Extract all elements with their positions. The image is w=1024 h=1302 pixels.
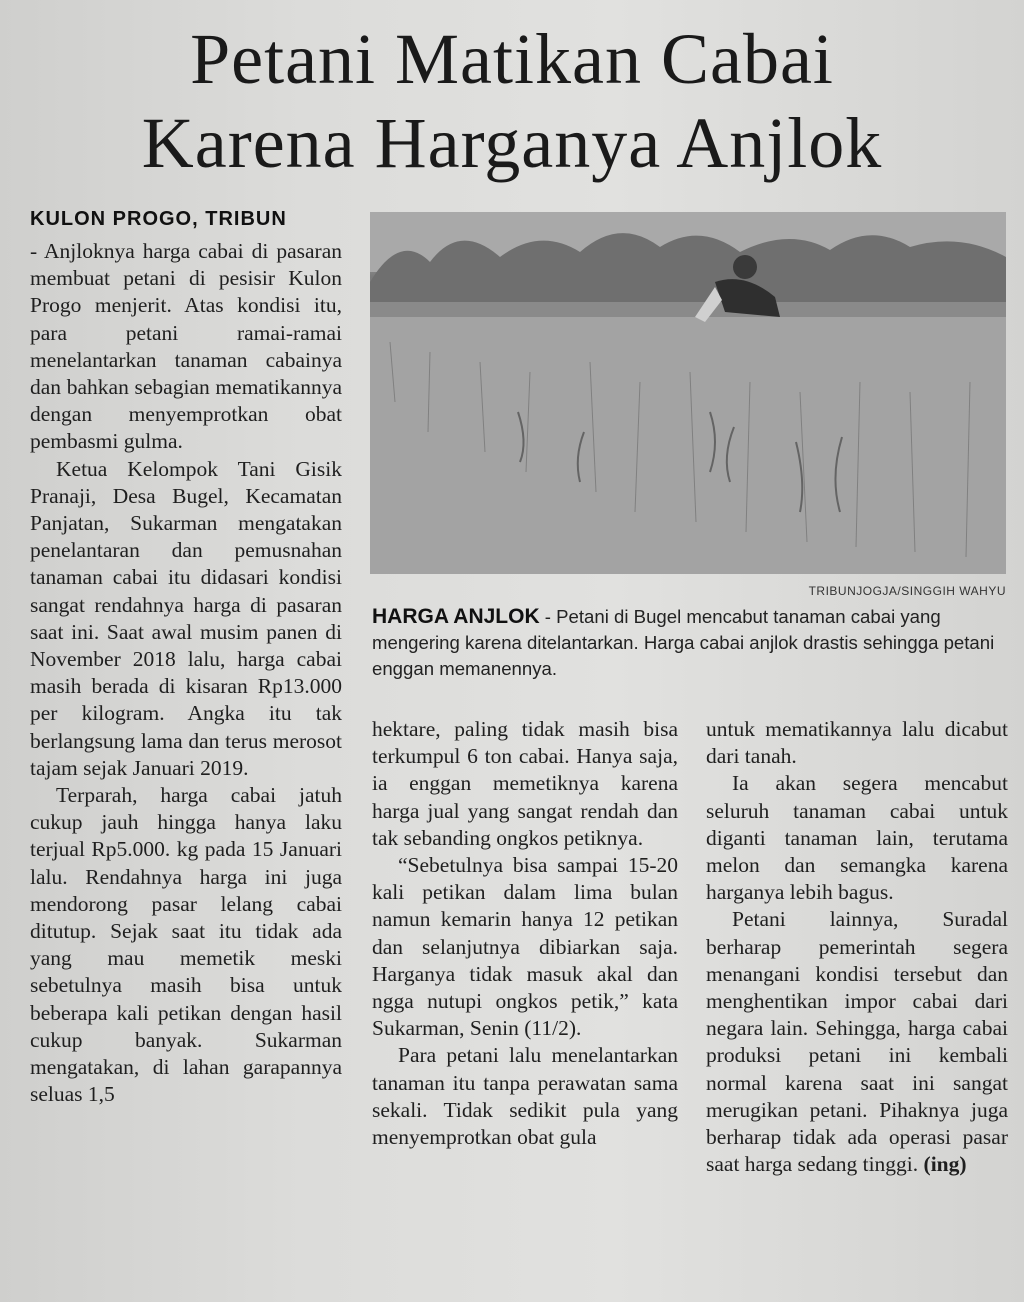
author-initials: (ing) [923, 1152, 967, 1177]
paragraph: hektare, paling tidak masih bisa terkumpul 6 ton cabai. Hanya saja, ia enggan memetiknya karena harga jual yang sangat rendah dan tak sebanding ongkos petiknya. [372, 717, 678, 850]
paragraph: - Anjloknya harga cabai di pasaran membuat petani di pesisir Kulon Progo menjerit. Atas kondisi itu, para petani ramai-ramai menelantarkan tanaman cabainya dan bahkan sebagian mematikannya dengan menyemprotkan obat pembasmi gulma. [30, 239, 342, 454]
paragraph: untuk mematikannya lalu dicabut dari tanah. [706, 717, 1008, 769]
paragraph: “Sebetulnya bisa sampai 15-20 kali petikan dalam lima bulan namun kemarin hanya 12 petikan dan selanjutnya dibiarkan saja. Harganya tidak masuk akal dan ngga nutupi ongkos petik,” kata Sukarman, Senin (11/2). [372, 853, 678, 1041]
paragraph: Ketua Kelompok Tani Gisik Pranaji, Desa Bugel, Kecamatan Panjatan, Sukarman mengatakan penelantaran dan pemusnahan tanaman cabai itu didasari kondisi sangat rendahnya harga di pasaran saat ini. Saat awal musim panen di November 2018 lalu, harga cabai masih berada di kisaran Rp13.000 per kilogram. Angka itu tak berlangsung lama dan terus merosot tajam sejak Januari 2019. [30, 456, 342, 780]
news-photo [370, 212, 1006, 574]
article-column-2 [372, 716, 678, 1151]
dateline: KULON PROGO, TRIBUN [30, 208, 287, 230]
headline-line-2: Karena Harganya Anjlok [141, 103, 883, 183]
caption-tag: HARGA ANJLOK [372, 605, 540, 628]
photo-credit: TRIBUNJOGJA/SINGGIH WAHYU [808, 584, 1006, 598]
article-column-3 [706, 716, 1008, 1178]
paragraph: Ia akan segera mencabut seluruh tanaman cabai untuk diganti tanaman lain, terutama melon dan semangka karena harganya lebih bagus. [706, 771, 1008, 905]
caption-text: - Petani di Bugel mencabut tanaman cabai yang mengering karena ditelantarkan. Harga cabai anjlok drastis sehingga petani enggan memanennya. [372, 606, 995, 679]
paragraph-text: Petani lainnya, Suradal berharap pemerintah segera menangani kondisi tersebut dan menghentikan impor cabai dari negara lain. Sehingga, harga cabai produksi petani ini kembali normal karena saat ini sangat merugikan petani. Pihaknya juga berharap tidak ada operasi pasar saat harga sedang tinggi. [706, 907, 1008, 1177]
paragraph: Terparah, harga cabai jatuh cukup jauh hingga hanya laku terjual Rp5.000. kg pada 15 Januari lalu. Rendahnya harga ini juga mendorong pasar lelang cabai ditutup. Sejak saat itu tidak ada yang mau memetik meski sebetulnya masih bisa untuk beberapa kali petikan dengan hasil cukup banyak. Sukarman mengatakan, di lahan garapannya seluas 1,5 [30, 783, 342, 1107]
field-photo-illustration [370, 212, 1006, 574]
paragraph: Para petani lalu menelantarkan tanaman itu tanpa perawatan sama sekali. Tidak sedikit pula yang menyemprotkan obat gula [372, 1043, 678, 1150]
article-column-1 [30, 238, 342, 1109]
headline-line-1: Petani Matikan Cabai [190, 19, 834, 99]
paragraph [706, 906, 1008, 1178]
photo-caption [372, 604, 1008, 682]
